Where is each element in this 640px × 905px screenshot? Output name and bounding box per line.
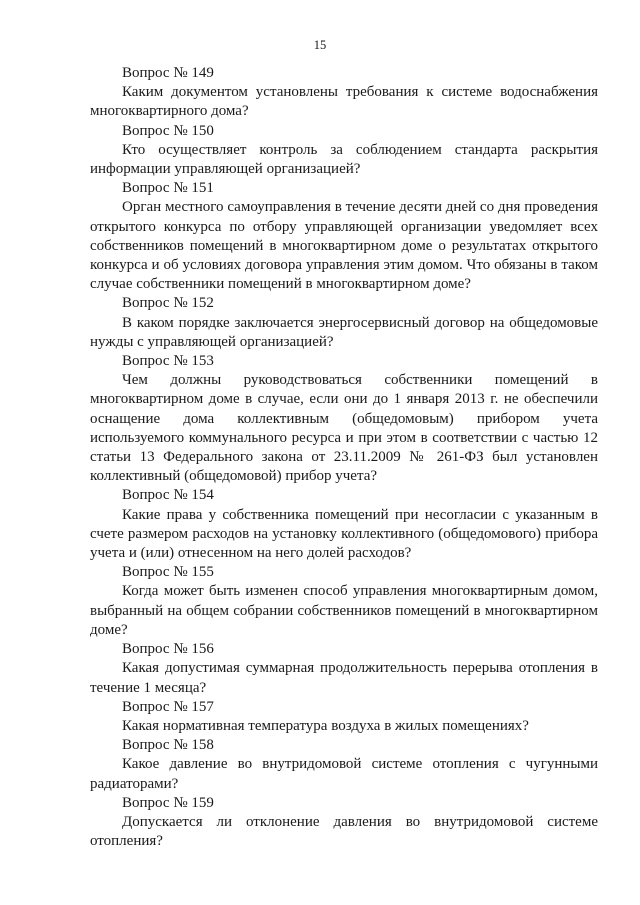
question-157: [90, 698, 598, 736]
question-title: Вопрос № 152: [122, 295, 214, 312]
question-title: Вопрос № 151: [122, 180, 214, 197]
question-151: [90, 179, 598, 294]
question-149: [90, 64, 598, 122]
question-text: Какая допустимая суммарная продолжительность перерыва отопления в течение 1 месяца?: [90, 660, 598, 696]
question-title: Вопрос № 149: [122, 65, 214, 81]
question-158: [90, 736, 598, 794]
question-text: В каком порядке заключается энергосервисный договор на общедомовые нужды с управляющей организацией?: [90, 314, 598, 350]
question-text: Каким документом установлены требования к системе водоснабжения многоквартирного дома?: [90, 84, 598, 120]
question-text: Чем должны руководствоваться собственники помещений в многоквартирном доме в случае, если они до 1 января 2013 г. не обеспечили оснащение дома коллективным (общедомовым) прибором учета используемого коммунального ресурса и при этом в соответствии с частью 12 статьи 13 Федерального закона от 23.11.2009 № 261-ФЗ был установлен коллективный (общедомовой) прибор учета?: [90, 372, 598, 485]
question-159: [90, 794, 598, 852]
question-text: Какие права у собственника помещений при несогласии с указанным в счете размером расходов на установку коллективного (общедомового) прибора учета и (или) отнесенном на него долей расходов?: [90, 506, 598, 562]
question-154: [90, 486, 598, 563]
question-title: Вопрос № 156: [122, 641, 214, 658]
question-title: Вопрос № 155: [122, 564, 214, 581]
question-150: [90, 122, 598, 180]
question-156: [90, 640, 598, 698]
page-number: 15: [313, 38, 327, 52]
question-text: Допускается ли отклонение давления во внутридомовой системе отопления?: [90, 813, 598, 850]
question-153: [90, 352, 598, 486]
question-152: [90, 294, 598, 352]
question-title: Вопрос № 159: [122, 794, 214, 811]
question-title: Вопрос № 150: [122, 122, 214, 139]
question-title: Вопрос № 157: [122, 698, 214, 715]
question-title: Вопрос № 158: [122, 737, 214, 754]
question-text: Какое давление во внутридомовой системе отопления с чугунными радиаторами?: [90, 756, 598, 792]
question-list: [90, 64, 598, 851]
question-title: Вопрос № 154: [122, 487, 214, 504]
question-text: Когда может быть изменен способ управления многоквартирным домом, выбранный на общем собрании собственников помещений в многоквартирном доме?: [90, 583, 598, 638]
question-text: Какая нормативная температура воздуха в жилых помещениях?: [122, 717, 529, 734]
question-text: Орган местного самоуправления в течение десяти дней со дня проведения открытого конкурса по отбору управляющей организации уведомляет всех собственников помещений в многоквартирном доме о результатах открытого конкурса и об условиях договора управления этим домом. Что обязаны в таком случае собственники помещений в многоквартирном доме?: [90, 199, 598, 293]
question-155: [90, 563, 598, 640]
question-text: Кто осуществляет контроль за соблюдением стандарта раскрытия информации управляющей организацией?: [90, 141, 598, 178]
question-title: Вопрос № 153: [122, 353, 214, 370]
